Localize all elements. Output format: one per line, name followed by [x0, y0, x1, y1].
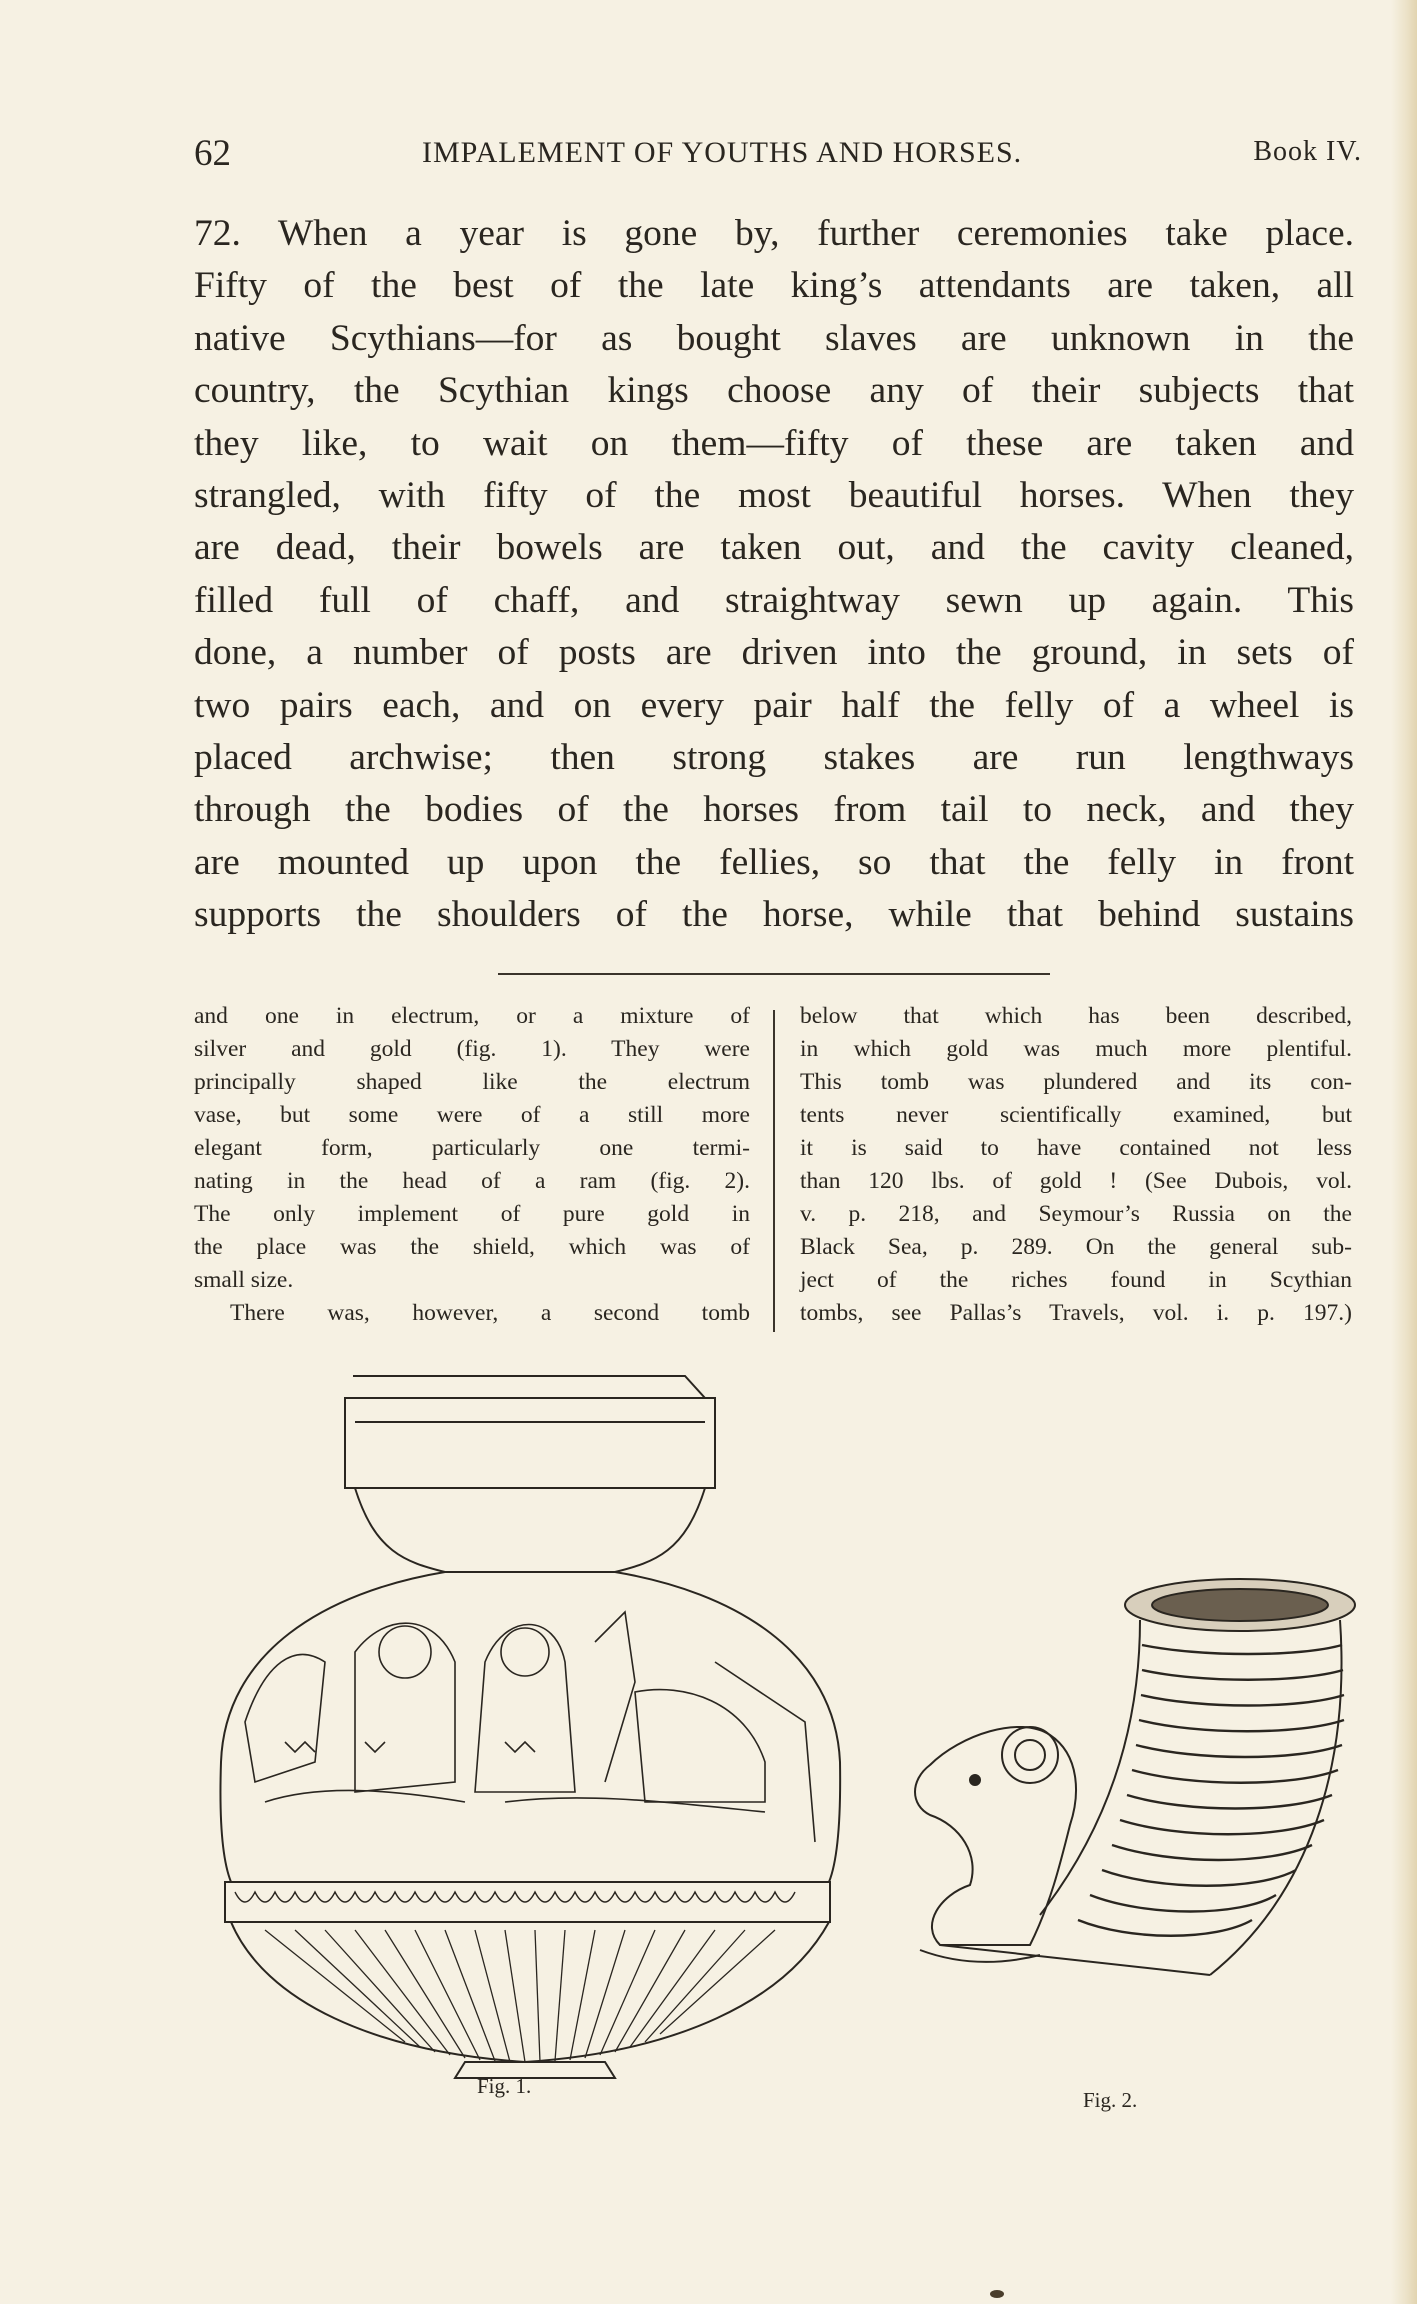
footnote-line: tombs, see Pallas’s Travels, vol. i. p. 197.) [800, 1300, 1352, 1326]
footnote-line: it is said to have contained not less [800, 1135, 1352, 1161]
footnote-right-column [800, 1000, 1352, 1330]
book-label: Book IV. [1253, 136, 1362, 167]
footnote-line: the place was the shield, which was of [194, 1234, 750, 1260]
electrum-vase-illustration [205, 1362, 845, 2092]
text-line: done, a number of posts are driven into the ground, in sets of [194, 632, 1354, 674]
figure-2-caption: Fig. 2. [1083, 2088, 1138, 2112]
ram-head-rhyton-illustration [880, 1565, 1360, 2020]
footnote-line: Black Sea, p. 289. On the general sub- [800, 1234, 1352, 1260]
text-line: strangled, with fifty of the most beautiful horses. When they [194, 474, 1354, 516]
running-title: IMPALEMENT OF YOUTHS AND HORSES. [422, 136, 1023, 169]
text-line: Fifty of the best of the late king’s attendants are taken, all [194, 265, 1354, 307]
column-divider [773, 1010, 775, 1332]
footnote-line: below that which has been described, [800, 1003, 1352, 1029]
text-line: placed archwise; then strong stakes are run lengthways [194, 736, 1354, 778]
ink-smudge [990, 2290, 1004, 2298]
footnote-line: small size. [194, 1267, 294, 1293]
running-header [194, 132, 1362, 172]
text-line: filled full of chaff, and straightway sewn up again. This [194, 579, 1354, 621]
footnote-line: nating in the head of a ram (fig. 2). [194, 1168, 750, 1194]
footnote-line: silver and gold (fig. 1). They were [194, 1036, 750, 1062]
footnote-left-column [194, 1000, 750, 1330]
text-line: country, the Scythian kings choose any of their subjects that [194, 370, 1354, 412]
footnote-rule [498, 973, 1050, 975]
footnote-line: This tomb was plundered and its con- [800, 1069, 1352, 1095]
footnote-line: v. p. 218, and Seymour’s Russia on the [800, 1201, 1352, 1227]
figure-1-caption: Fig. 1. [477, 2074, 532, 2098]
footnote-line: and one in electrum, or a mixture of [194, 1003, 750, 1029]
footnote-line: The only implement of pure gold in [194, 1201, 750, 1227]
text-line: they like, to wait on them—fifty of these are taken and [194, 422, 1354, 464]
footnote-line: tents never scientifically examined, but [800, 1102, 1352, 1128]
page-number: 62 [194, 133, 231, 174]
footnote-line: vase, but some were of a still more [194, 1102, 750, 1128]
text-line: are dead, their bowels are taken out, and the cavity cleaned, [194, 527, 1354, 569]
text-line: two pairs each, and on every pair half the felly of a wheel is [194, 684, 1354, 726]
footnote-line: than 120 lbs. of gold ! (See Dubois, vol. [800, 1168, 1352, 1194]
footnote-line: elegant form, particularly one termi- [194, 1135, 750, 1161]
text-line: supports the shoulders of the horse, while that behind sustains [194, 894, 1354, 936]
text-line: 72. When a year is gone by, further ceremonies take place. [194, 213, 1354, 254]
main-text-block [194, 208, 1354, 941]
text-line: are mounted up upon the fellies, so that the felly in front [194, 841, 1354, 883]
footnote-line: There was, however, a second tomb [230, 1300, 750, 1326]
text-line: through the bodies of the horses from tail to neck, and they [194, 789, 1354, 831]
page-edge [1391, 0, 1417, 2304]
text-line: native Scythians—for as bought slaves are unknown in the [194, 317, 1354, 359]
footnote-line: ject of the riches found in Scythian [800, 1267, 1352, 1293]
footnote-line: in which gold was much more plentiful. [800, 1036, 1352, 1062]
footnote-line: principally shaped like the electrum [194, 1069, 750, 1095]
